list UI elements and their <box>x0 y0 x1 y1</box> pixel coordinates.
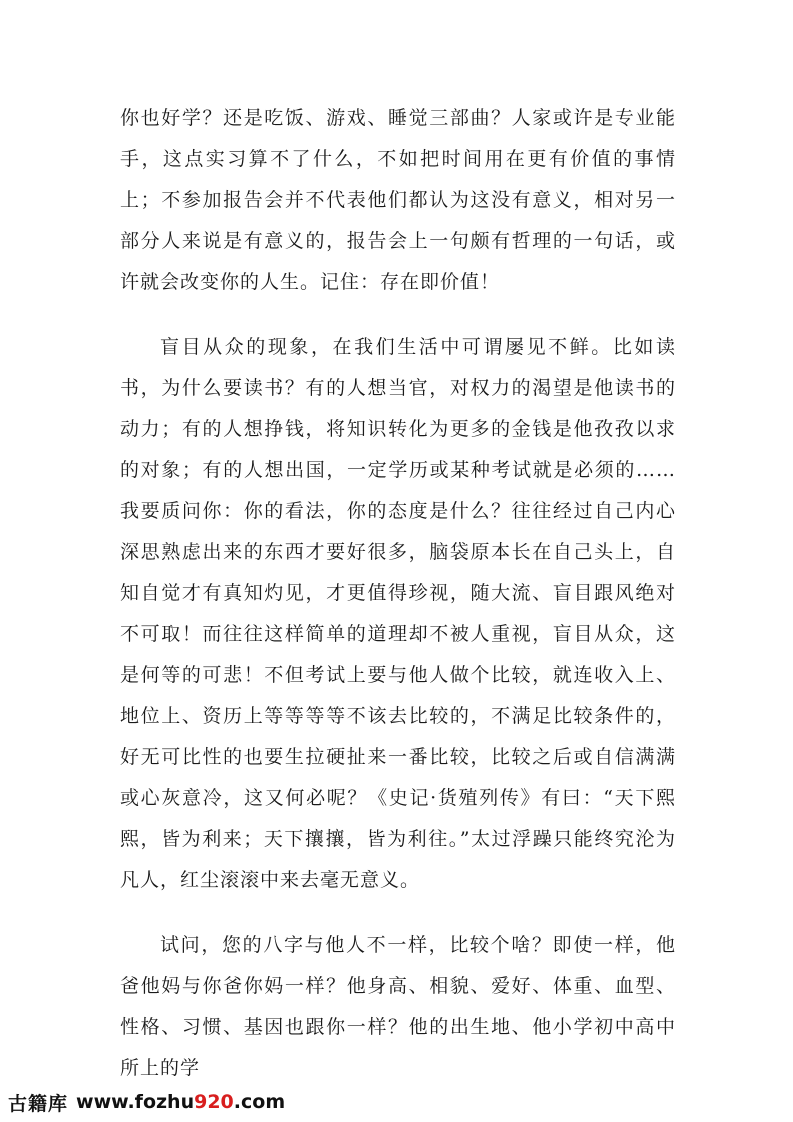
watermark-url-prefix: www.fozhu <box>76 1091 195 1113</box>
watermark-url-suffix: .com <box>233 1091 286 1113</box>
document-body <box>120 98 676 1113</box>
paragraph-2: 盲目从众的现象，在我们生活中可谓屡见不鲜。比如读书，为什么要读书？有的人想当官，对权力的渴望是他读书的动力；有的人想挣钱，将知识转化为更多的金钱是他孜孜以求的对象；有的人想出国，一定学历或某种考试就是必须的……我要质问你：你的看法，你的态度是什么？往往经过自己内心深思熟虑出来的东西才要好很多，脑袋原本长在自己头上，自知自觉才有真知灼见，才更值得珍视，随大流、盲目跟风绝对不可取！而往往这样简单的道理却不被人重视，盲目从众，这是何等的可悲！不但考试上要与他人做个比较，就连收入上、地位上、资历上等等等等不该去比较的，不满足比较条件的，好无可比性的也要生拉硬扯来一番比较，比较之后或自信满满或心灰意冷，这又何必呢？《史记·货殖列传》有曰：“天下熙熙，皆为利来；天下攘攘，皆为利往。”太过浮躁只能终究沦为凡人，红尘滚滚中来去毫无意义。 <box>120 336 676 891</box>
site-watermark <box>8 1090 285 1114</box>
paragraph-3: 试问，您的八字与他人不一样，比较个啥？即使一样，他爸他妈与你爸你妈一样？他身高、相貌、爱好、体重、血型、性格、习惯、基因也跟你一样？他的出生地、他小学初中高中所上的学 <box>120 934 676 1079</box>
paragraph-1: 你也好学？还是吃饭、游戏、睡觉三部曲？人家或许是专业能手，这点实习算不了什么，不如把时间用在更有价值的事情上；不参加报告会并不代表他们都认为这没有意义，相对另一部分人来说是有意义的，报告会上一句颇有哲理的一句话，或许就会改变你的人生。记住：存在即价值！ <box>120 107 676 293</box>
watermark-url-number: 920 <box>194 1091 234 1113</box>
watermark-brand: 古籍库 <box>8 1092 69 1115</box>
